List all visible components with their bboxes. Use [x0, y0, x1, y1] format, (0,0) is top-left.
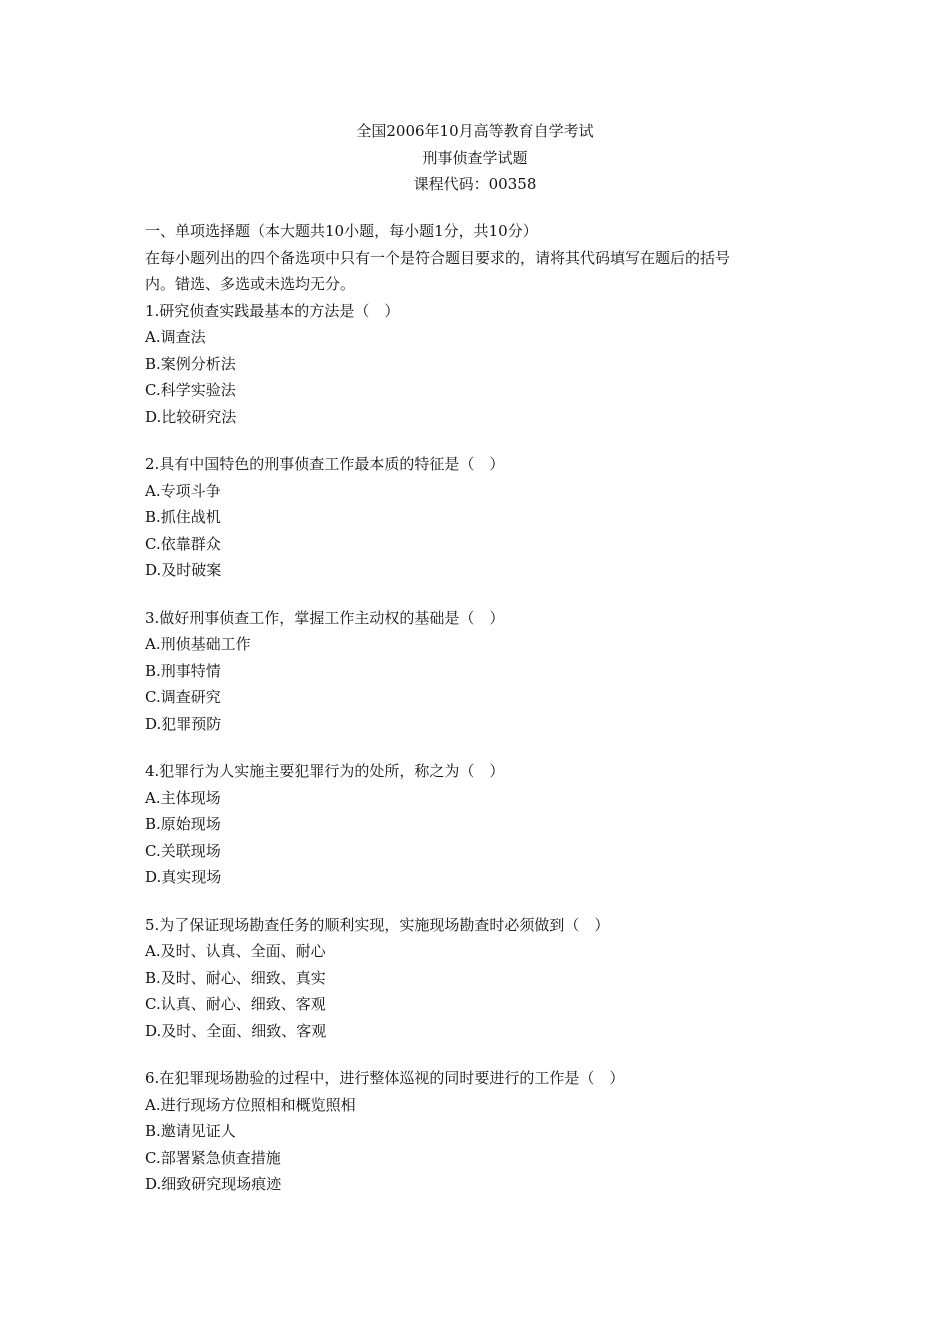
option-d: D.及时破案: [145, 561, 222, 579]
option-d: D.及时、全面、细致、客观: [145, 1021, 327, 1040]
option-c: C.调查研究: [145, 688, 221, 706]
option-a: A.调查法: [145, 328, 206, 346]
option-d: D.犯罪预防: [145, 714, 222, 733]
question-stem: 2.具有中国特色的刑事侦查工作最本质的特征是（ ）: [145, 455, 505, 473]
course-code: 课程代码：00358: [413, 175, 537, 193]
question-4: [145, 758, 815, 891]
exam-header: [0, 118, 950, 198]
question-1: [145, 298, 815, 431]
question-5: [145, 912, 815, 1045]
option-a: A.刑侦基础工作: [145, 635, 251, 653]
option-a: A.主体现场: [145, 788, 221, 807]
option-d: D.比较研究法: [145, 407, 237, 426]
option-b: B.及时、耐心、细致、真实: [145, 968, 326, 987]
option-a: A.专项斗争: [145, 481, 221, 500]
option-c: C.依靠群众: [145, 534, 221, 553]
option-b: B.抓住战机: [145, 508, 221, 526]
option-a: A.进行现场方位照相和概览照相: [145, 1095, 356, 1114]
question-3: [145, 605, 815, 738]
option-b: B.原始现场: [145, 815, 221, 833]
option-d: D.真实现场: [145, 868, 222, 886]
question-stem: 6.在犯罪现场勘验的过程中，进行整体巡视的同时要进行的工作是（ ）: [145, 1069, 625, 1087]
section-instructions-line-2: 内。错选、多选或未选均无分。: [145, 275, 356, 293]
section-title: 一、单项选择题（本大题共10小题，每小题1分，共10分）: [145, 222, 538, 240]
question-stem: 4.犯罪行为人实施主要犯罪行为的处所，称之为（ ）: [145, 762, 505, 780]
option-c: C.部署紧急侦查措施: [145, 1148, 281, 1167]
question-6: [145, 1065, 815, 1198]
question-stem: 5.为了保证现场勘查任务的顺利实现，实施现场勘查时必须做到（ ）: [145, 915, 610, 934]
option-b: B.刑事特情: [145, 661, 221, 680]
question-2: [145, 451, 815, 584]
option-c: C.科学实验法: [145, 381, 236, 399]
question-stem: 3.做好刑事侦查工作，掌握工作主动权的基础是（ ）: [145, 608, 505, 627]
section-instructions-line-1: 在每小题列出的四个备选项中只有一个是符合题目要求的，请将其代码填写在题后的括号: [145, 248, 731, 267]
option-d: D.细致研究现场痕迹: [145, 1175, 282, 1193]
exam-title: 全国2006年10月高等教育自学考试: [356, 122, 594, 140]
option-c: C.关联现场: [145, 841, 221, 860]
option-b: B.邀请见证人: [145, 1122, 236, 1140]
option-b: B.案例分析法: [145, 354, 236, 373]
subject-title: 刑事侦查学试题: [422, 148, 528, 167]
option-a: A.及时、认真、全面、耐心: [145, 942, 326, 960]
option-c: C.认真、耐心、细致、客观: [145, 995, 326, 1013]
exam-content: [145, 218, 815, 1219]
question-stem: 1.研究侦查实践最基本的方法是（ ）: [145, 301, 400, 320]
